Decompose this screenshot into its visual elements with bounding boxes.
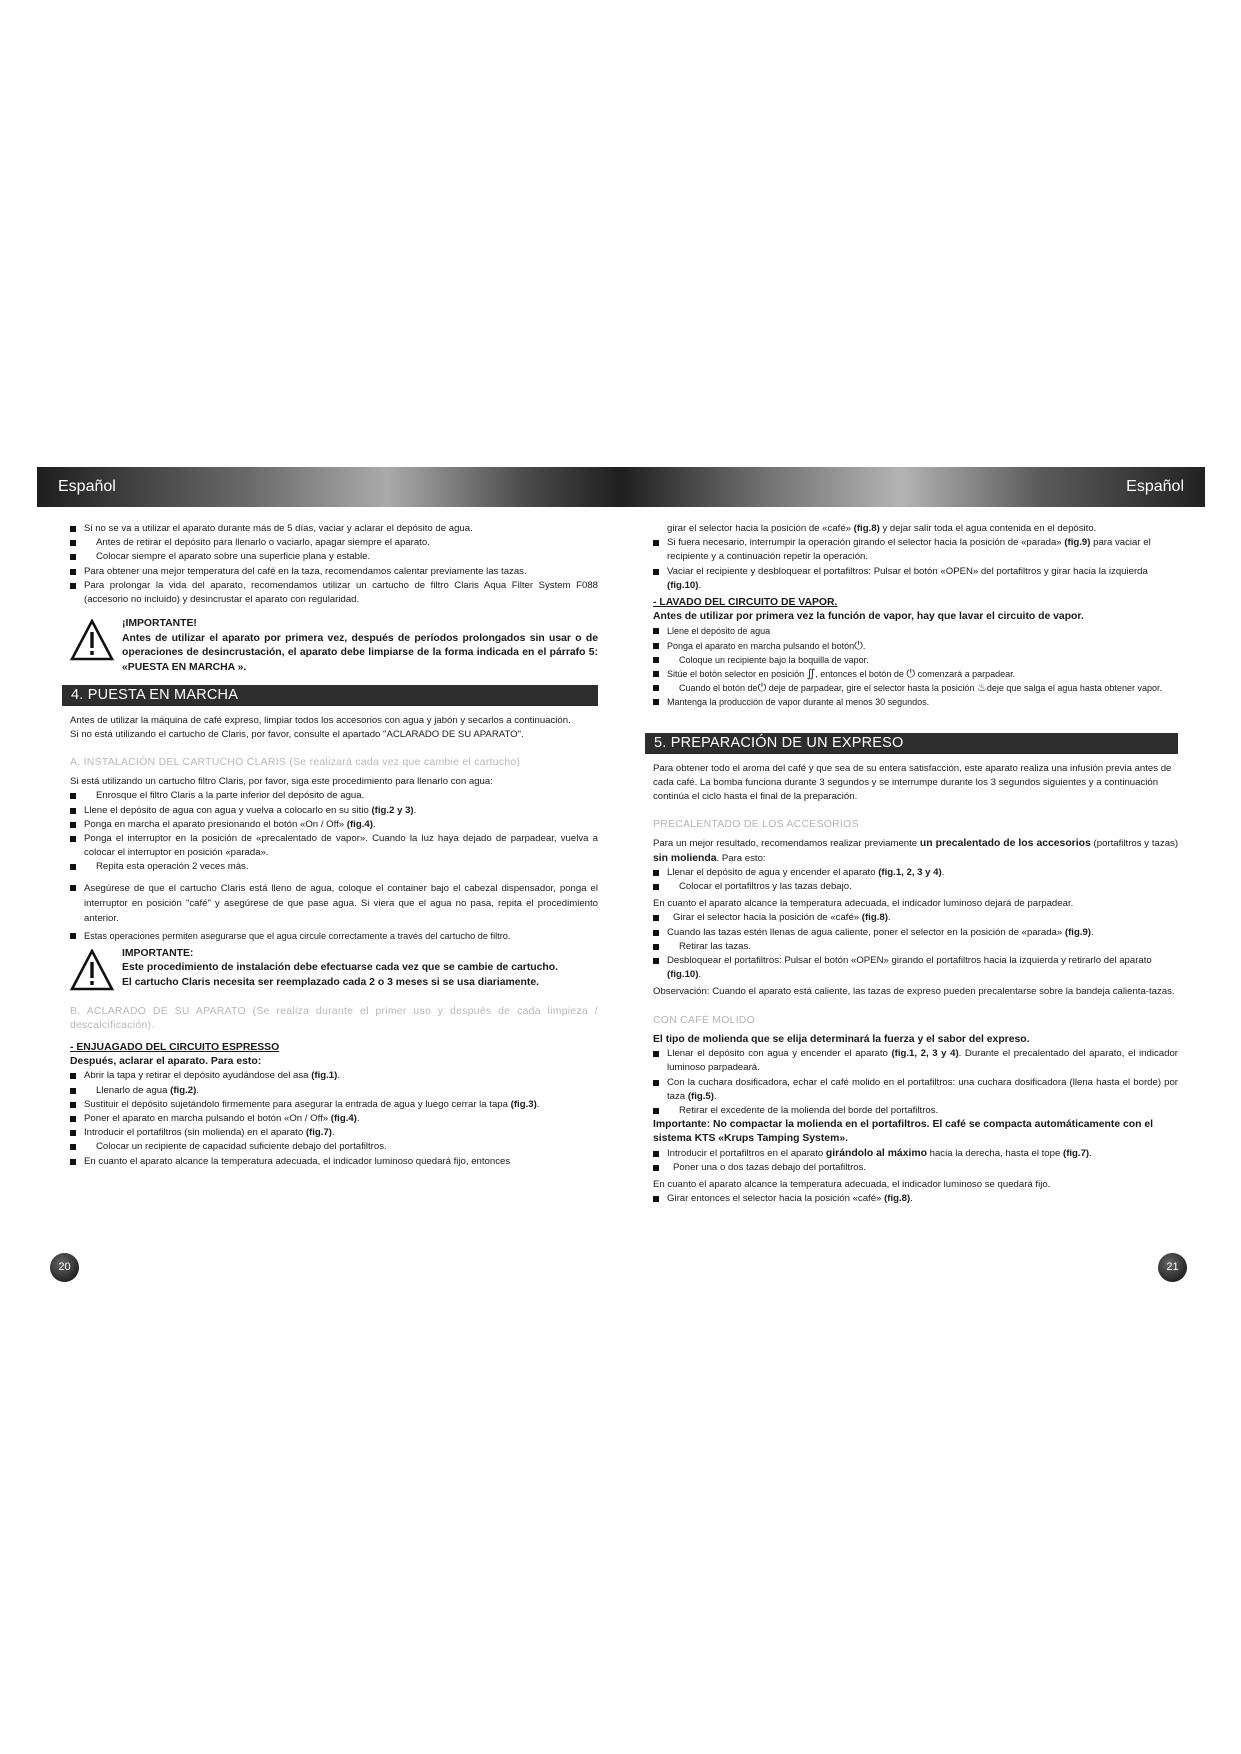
power-icon: ⏻ [906,668,916,681]
steam-icon: ∬ [806,668,816,681]
list-item: Ponga en marcha el aparato presionando el botón «On / Off» (fig.4). [70,818,598,832]
list-item: Abrir la tapa y retirar el depósito ayudándose del asa (fig.1). [70,1069,598,1083]
warning-icon [70,949,114,991]
paragraph: girar el selector hacia la posición de «café» (fig.8) y dejar salir toda el agua contenida en el depósito. [667,523,1097,534]
list-item: Colocar el portafiltros y las tazas debajo. [653,880,1178,894]
ground-coffee-title: CON CAFÉ MOLIDO [653,1014,756,1026]
list-item: Para obtener una mejor temperatura del café en la taza, recomendamos calentar previamente las tazas. [70,565,598,579]
right-column [653,522,1178,1206]
subsection-b-title: B. ACLARADO DE SU APARATO (Se realiza durante el primer uso y después de cada limpieza / descalcificación). [70,1005,598,1031]
warning-box [70,947,598,991]
list-item: Colocar siempre el aparato sobre una superficie plana y estable. [70,550,598,564]
list-item: Introducir el portafiltros en el aparato girándolo al máximo hacia la derecha, hasta el tope (fig.7). [653,1147,1178,1161]
preheat-title: PRECALENTADO DE LOS ACCESORIOS [653,819,859,831]
list-item: En cuanto el aparato alcance la temperatura adecuada, el indicador luminoso quedará fijo, entonces [70,1155,598,1169]
list-item: Sustituir el depósito sujetándolo firmemente para asegurar la entrada de agua y luego cerrar la tapa (fig.3). [70,1098,598,1112]
warning-body: Antes de utilizar el aparato por primera vez, después de períodos prolongados sin usar o de operaciones de desincrustación, el aparato debe limpiarse de la forma indicada en el párrafo 5: «PUESTA EN MARCHA ». [122,632,598,673]
power-icon: ⏻ [757,682,767,695]
list-item: Sitúe el botón selector en posición ∬, entonces el botón de ⏻ comenzará a parpadear. [653,667,1178,681]
paragraph: Para un mejor resultado, recomendamos realizar previamente un precalentado de los accesorios (portafiltros y tazas) sin molienda. Para esto: [653,838,1179,864]
list-item: Llenar el depósito con agua y encender el aparato (fig.1, 2, 3 y 4). Durante el precalentado del aparato, el indicador luminoso parpadeará. [653,1047,1178,1075]
list-item: Coloque un recipiente bajo la boquilla de vapor. [653,653,1178,667]
subsection-a-title: A. INSTALACIÓN DEL CARTUCHO CLARIS (Se realizará cada vez que cambie el cartucho) [70,757,521,768]
language-label-right: Español [1126,478,1184,495]
warning-icon [70,619,114,661]
list-item: Retirar las tazas. [653,940,1178,954]
list-item: Llenarlo de agua (fig.2). [70,1084,598,1098]
list-item: Llenar el depósito de agua y encender el aparato (fig.1, 2, 3 y 4). [653,866,1178,880]
list-item: Poner una o dos tazas debajo del portafiltros. [653,1161,1178,1175]
list-item: Cuando el botón de⏻ deje de parpadear, gire el selector hasta la posición ♨deje que salga el agua hasta obtener vapor. [653,681,1178,695]
steam-title: - LAVADO DEL CIRCUITO DE VAPOR. [653,597,838,609]
language-label-left: Español [58,478,116,495]
list-item: Retirar el excedente de la molienda del borde del portafiltros. [653,1104,1178,1118]
steam-nozzle-icon: ♨ [976,682,987,695]
paragraph: Antes de utilizar la máquina de café expreso, limpiar todos los accesorios con agua y jabón y secarlos a continuación. [70,714,571,726]
ground-intro: El tipo de molienda que se elija determinará la fuerza y el sabor del expreso. [653,1033,1030,1045]
list-item: Enrosque el filtro Claris a la parte inferior del depósito de agua. [70,789,598,803]
list-item: Llene el depósito de agua [653,624,1178,638]
list-item: Desbloquear el portafiltros: Pulsar el botón «OPEN» girando el portafiltros hacia la izquierda y retirarlo del aparato (fig.10). [653,954,1178,982]
warning-box [70,617,598,675]
ground-important: Importante: No compactar la molienda en el portafiltros. El café se compacta automáticamente con el sistema KTS «Krups Tamping System». [653,1119,1154,1145]
list-item: Estas operaciones permiten asegurarse que el agua circule correctamente a través del cartucho de filtro. [70,929,598,943]
paragraph: Para obtener todo el aroma del café y que sea de su entera satisfacción, este aparato realiza una infusión previa antes de cada café. La bomba funciona durante 3 segundos y se interrumpe durante los 3 segundos siguientes y a continuación continúa el ciclo hasta el final de la preparación. [653,762,1172,803]
paragraph: En cuanto el aparato alcance la temperatura adecuada, el indicador luminoso se quedará fijo. [653,1178,1051,1190]
list-item: Girar el selector hacia la posición de «café» (fig.8). [653,911,1178,925]
rinse-title: - ENJUAGADO DEL CIRCUITO ESPRESSO [70,1042,280,1054]
section-heading-5: 5. PREPARACIÓN DE UN EXPRESO [645,733,1178,754]
list-item: Repita esta operación 2 veces más. [70,860,598,874]
page-number-right: 21 [1158,1253,1187,1282]
list-item: Antes de retirar el depósito para llenarlo o vaciarlo, apagar siempre el aparato. [70,536,598,550]
list-item: Mantenga la producción de vapor durante al menos 30 segundos. [653,695,1178,709]
warning-title: ¡IMPORTANTE! [122,618,197,630]
list-item: Ponga el interruptor en la posición de «precalentado de vapor». Cuando la luz haya dejado de parpadear, vuelva a colocar el interruptor en posición «parada». [70,832,598,860]
warning-title: IMPORTANTE: [122,947,194,959]
list-item: Asegúrese de que el cartucho Claris está lleno de agua, coloque el container bajo el cabezal dispensador, ponga el interruptor en posición "café" y asegúrese de que pase agua. Si viera que el agua no pasa, repita el procedimiento anterior. [70,881,598,926]
paragraph: En cuanto el aparato alcance la temperatura adecuada, el indicador luminoso dejará de parpadear. [653,898,1074,910]
power-icon: ⏻ [854,639,863,652]
warning-line: Este procedimiento de instalación debe efectuarse cada vez que se cambie de cartucho. [122,962,558,974]
list-item: Con la cuchara dosificadora, echar el café molido en el portafiltros: una cuchara dosificadora (llena hasta el borde) por taza (fig.5). [653,1076,1178,1104]
steam-intro: Antes de utilizar por primera vez la función de vapor, hay que lavar el circuito de vapor. [653,611,1084,623]
list-item: Cuando las tazas estén llenas de agua caliente, poner el selector en la posición de «parada» (fig.9). [653,926,1178,940]
paragraph: Observación: Cuando el aparato está caliente, las tazas de expreso pueden precalentarse sobre la bandeja calienta-tazas. [653,986,1175,998]
page-number-left: 20 [50,1253,79,1282]
warning-line: El cartucho Claris necesita ser reemplazado cada 2 o 3 meses si se usa diariamente. [122,977,539,989]
header-bar [37,467,1205,507]
section-heading-4: 4. PUESTA EN MARCHA [62,685,598,706]
paragraph: Si está utilizando un cartucho filtro Claris, por favor, siga este procedimiento para llenarlo con agua: [70,776,493,788]
list-item: Introducir el portafiltros (sin molienda) en el aparato (fig.7). [70,1126,598,1140]
paragraph: Si no está utilizando el cartucho de Claris, por favor, consulte el apartado "ACLARADO DE SU APARATO". [70,728,524,740]
left-column [70,522,598,1169]
list-item: Ponga el aparato en marcha pulsando el botón⏻. [653,639,1178,653]
list-item: Vaciar el recipiente y desbloquear el portafiltros: Pulsar el botón «OPEN» del portafiltros y girar hacia la izquierda (fig.10). [653,565,1178,593]
list-item: Poner el aparato en marcha pulsando el botón «On / Off» (fig.4). [70,1112,598,1126]
rinse-intro: Después, aclarar el aparato. Para esto: [70,1056,262,1068]
list-item: Llene el depósito de agua con agua y vuelva a colocarlo en su sitio (fig.2 y 3). [70,804,598,818]
list-item: Girar entonces el selector hacia la posición «café» (fig.8). [653,1192,1178,1206]
list-item: Colocar un recipiente de capacidad suficiente debajo del portafiltros. [70,1140,598,1154]
list-item: Si no se va a utilizar el aparato durante más de 5 días, vaciar y aclarar el depósito de agua. [70,522,598,536]
list-item: Si fuera necesario, interrumpir la operación girando el selector hacia la posición de «parada» (fig.9) para vaciar el recipiente y a continuación repetir la operación. [653,536,1178,564]
list-item: Para prolongar la vida del aparato, recomendamos utilizar un cartucho de filtro Claris Aqua Filter System F088 (accesorio no incluido) y desincrustar el aparato con regularidad. [70,579,598,607]
